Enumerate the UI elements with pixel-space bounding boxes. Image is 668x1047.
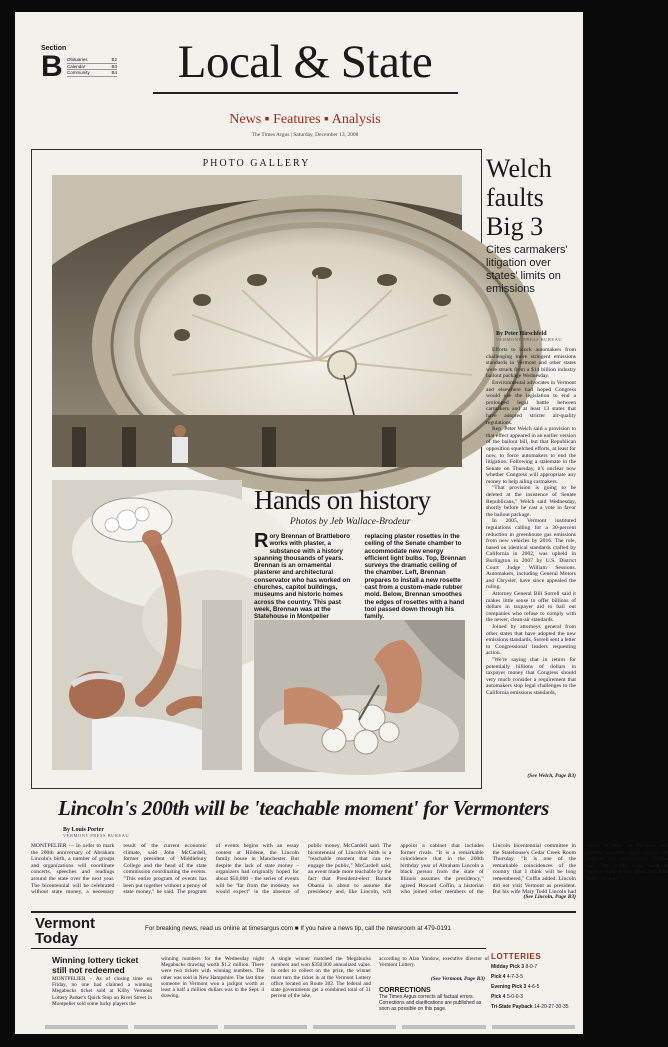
- vermont-today-label: [35, 916, 95, 946]
- feature-title: Hands on history: [254, 485, 431, 515]
- footer-decoration: [45, 1025, 575, 1029]
- dateline: The Times Argus | Saturday, December 13, 2008: [251, 132, 359, 138]
- welch-body: [486, 347, 576, 767]
- lottery-result: Midday Pick 3 8-0-7: [491, 964, 538, 970]
- lottery-story-col2: winning numbers for the Wednesday night Megabucks drawing worth $1.2 million. There were two tickets with winning numbers. The other was sold in New Hampshire. The last time someone in Vermont won a jackpot worth at least a half a million dollars was in the Sept. 4 drawing.: [161, 956, 264, 1000]
- vermont-jump: (See Vermont, Page B3): [430, 976, 485, 982]
- index-row: Obituaries B2: [67, 57, 117, 62]
- tagline: News ▪ Features ▪ Analysis: [229, 112, 381, 127]
- welch-byline-block: [496, 331, 581, 342]
- lincoln-byline: By Louis Porter: [63, 827, 104, 833]
- welch-paragraph: Efforts to block automakers from challenging more stringent emissions standards in Vermont and other states were struck from a $14 billion industry bailout package Wednesday.: [486, 347, 576, 380]
- photo-gallery-box: [31, 149, 482, 789]
- corrections-text: The Times Argus corrects all factual errors. Corrections and clarifications are published as soon as possible on this page.: [379, 994, 482, 1012]
- newspaper-page: [15, 12, 668, 1034]
- corrections-title: CORRECTIONS: [379, 987, 431, 994]
- lottery-result: Evening Pick 3 4-6-5: [491, 984, 540, 990]
- gallery-label: PHOTO GALLERY: [202, 158, 311, 169]
- lottery-headline: Winning lottery ticket still not redeemed: [52, 955, 139, 975]
- lincoln-byline-block: [63, 827, 143, 838]
- plasterer-photo: [52, 480, 242, 770]
- vermont-today-line1: Vermont: [35, 915, 96, 932]
- section-label: Section: [41, 45, 67, 52]
- welch-paragraph: In 2005, Vermont instituted regulations calling for a 30-percent reduction in greenhouse gas emissions from new vehicles by 2016. The rule, based on identical standards crafted by California in 2002, was upheld in Burlington in 2007 by U.S. District Court Judge William Sessions. Automakers, including General Motors and Chrysler, have since appealed the ruling.: [486, 518, 576, 591]
- ceiling-photo: [52, 175, 462, 467]
- breaking-news-line: For breaking news, read us online at timesargus.com ■ If you have a news tip, call the newsroom at 479-0191: [145, 925, 451, 932]
- lottery-story-col3: A single winner matched the Megabucks numbers and won $350,000 annualized value. In order to collect on the prize, the winner must turn the ticket in at the Vermont Lottery office located on Route 302. The federal and state governments get a combined total of 31 percent of the take,: [271, 956, 371, 1000]
- welch-jump: (See Welch, Page B3): [527, 773, 576, 779]
- welch-paragraph: "That provision is going to be deleted at the insistence of Senate Republicans," Welch said Wednesday, shortly before he cast a vote in favor the bailout package.: [486, 485, 576, 518]
- photo-credit: Photos by Jeb Wallace-Brodeur: [290, 517, 411, 527]
- lottery-story-col1: MONTPELIER – As of closing time on Friday, no one had claimed a winning Megabucks ticket sold at Kilby Vermont Lottery Parker's Quick Stop on River Street in Montpelier sold some lucky players the: [52, 976, 152, 1007]
- section-title: Local & State: [177, 36, 433, 88]
- welch-headline: Welch faults Big 3: [486, 154, 552, 241]
- index-row: Calendar B3: [67, 63, 117, 69]
- lottery-result: Pick 4 4-7-3-5: [491, 974, 523, 980]
- welch-bureau: VERMONT PRESS BUREAU: [496, 337, 563, 342]
- welch-paragraph: Joined by attorneys general from other states that have adopted the new emissions standards, Sorrell sent a letter to Congressional leaders requesting action.: [486, 623, 576, 657]
- lotteries-box: [491, 952, 581, 1012]
- lottery-result: Tri-State Payback 14-20-27-30-35: [491, 1004, 569, 1010]
- section-letter: B: [41, 50, 63, 83]
- lottery-result: Pick 4 5-0-0-3: [491, 994, 523, 1000]
- welch-paragraph: "We're saying that in return for potentially billions of dollars in taxpayer money that Congress should very much consider a requirement that automakers stop legal challenges to the California emissions standards,: [486, 656, 576, 696]
- corrections-box: [379, 988, 489, 1012]
- welch-paragraph: Attorney General Bill Sorrell said it makes little sense to offer billions of dollars in taxpayer aid to bail out companies who refuse to comply with the newer, clean-air standards.: [486, 590, 576, 624]
- lincoln-bureau: VERMONT PRESS BUREAU: [63, 833, 130, 838]
- section-index: [67, 57, 117, 77]
- lottery-story-col4: according to Alan Yandow, executive director of Vermont Lottery.: [379, 956, 489, 969]
- feature-caption: Rory Brennan of Brattleboro works with plaster, a substance with a history spanning thousands of years. Brennan is an ornamental plasterer and architectural conservator who has worked on churches, capitol buildings, museums and historic homes across the country. This past week, Brennan was at the Statehouse in Montpelier replacing plaster rosettes in the ceiling of the Senate chamber to accommodate new energy efficient light bulbs. Top, Brennan surveys the dramatic ceiling of the chamber. Left, Brennan prepares to install a new rosette cast from a custom-made rubber mold. Below, Brennan smoothes the edges of rosettes with a hand tool passed down through his family.: [254, 530, 466, 621]
- hands-photo: [254, 620, 465, 772]
- section-marker: [41, 45, 117, 83]
- vermont-today-line2: Today: [35, 930, 79, 947]
- title-rule: [153, 92, 458, 94]
- welch-paragraph: Environmental advocates in Vermont and elsewhere had hoped Congress would use the legislation to end a prolonged legal battle between carmakers and at least 13 states that have adopted stricter air-quality regulations.: [486, 379, 576, 426]
- lincoln-body: MONTPELIER — In order to mark the 200th anniversary of Abraham Lincoln's birth, a number of groups and organizations will coordinate concerts, speeches and readings around the state over the next year. The bicentennial will be celebrated without state money, a necessary result of the current economic climate, said John McCardell, former president of Middlebury College and the head of the state commission coordinating the events. "This entire program of events has been put together without a penny of state money," he said. The program of events begins with an essay contest at Hildene, the Lincoln family house in Manchester. But despite the lack of state money – organizers had originally hoped for about $50,000 – the series of events will be "far from the modesty we would expect" in the absence of public money, McCardell said. The bicentennial of Lincoln's birth is a "teachable moment that can re-engage the public," McCardell said, an event made more teachable by the fact that President-elect Barack Obama is about to assume the presidency and, like Lincoln, will appoint a cabinet that includes former rivals. "It is a remarkable coincidence that in the 200th birthday year of Abraham Lincoln a black person from the state of Illinois assumes the presidency," agreed Howard Coffin, a historian who joined other members of the Lincoln bicentennial committee in the Statehouse's Cedar Creek Room Thursday. "It is one of the remarkable coincidences of the country that I think will be long remembered," Coffin added. Lincoln did not visit Vermont as president. But his wife Mary Todd Lincoln had visited Hildene in Vermont and planned to come again before her husband was assassinated, Coffin said. "He would have come to Vermont had it not been for John Wilkes Booth,": [31, 843, 668, 896]
- welch-byline: By Peter Hirschfeld: [496, 331, 547, 337]
- strip-mid-rule: [31, 948, 486, 949]
- welch-paragraph: Rep. Peter Welch said a provision to that effect appeared in an earlier version of the bailout bill, but that Republican opposition squelched efforts, at least for now, to force automakers to end the litigation. Following a stalemate in the Senate on Thursday, it's unclear now whether Congress will appropriate any money to help ailing carmakers.: [486, 426, 576, 485]
- lotteries-title: LOTTERIES: [491, 952, 542, 961]
- index-row: Community B4: [67, 70, 117, 75]
- lincoln-jump: (See Lincoln, Page B3): [523, 894, 576, 900]
- lincoln-headline: Lincoln's 200th will be 'teachable moment' for Vermonters: [57, 796, 549, 820]
- strip-top-rule: [31, 911, 576, 913]
- welch-deck: Cites carmakers' litigation over states' limits on emissions: [486, 244, 568, 295]
